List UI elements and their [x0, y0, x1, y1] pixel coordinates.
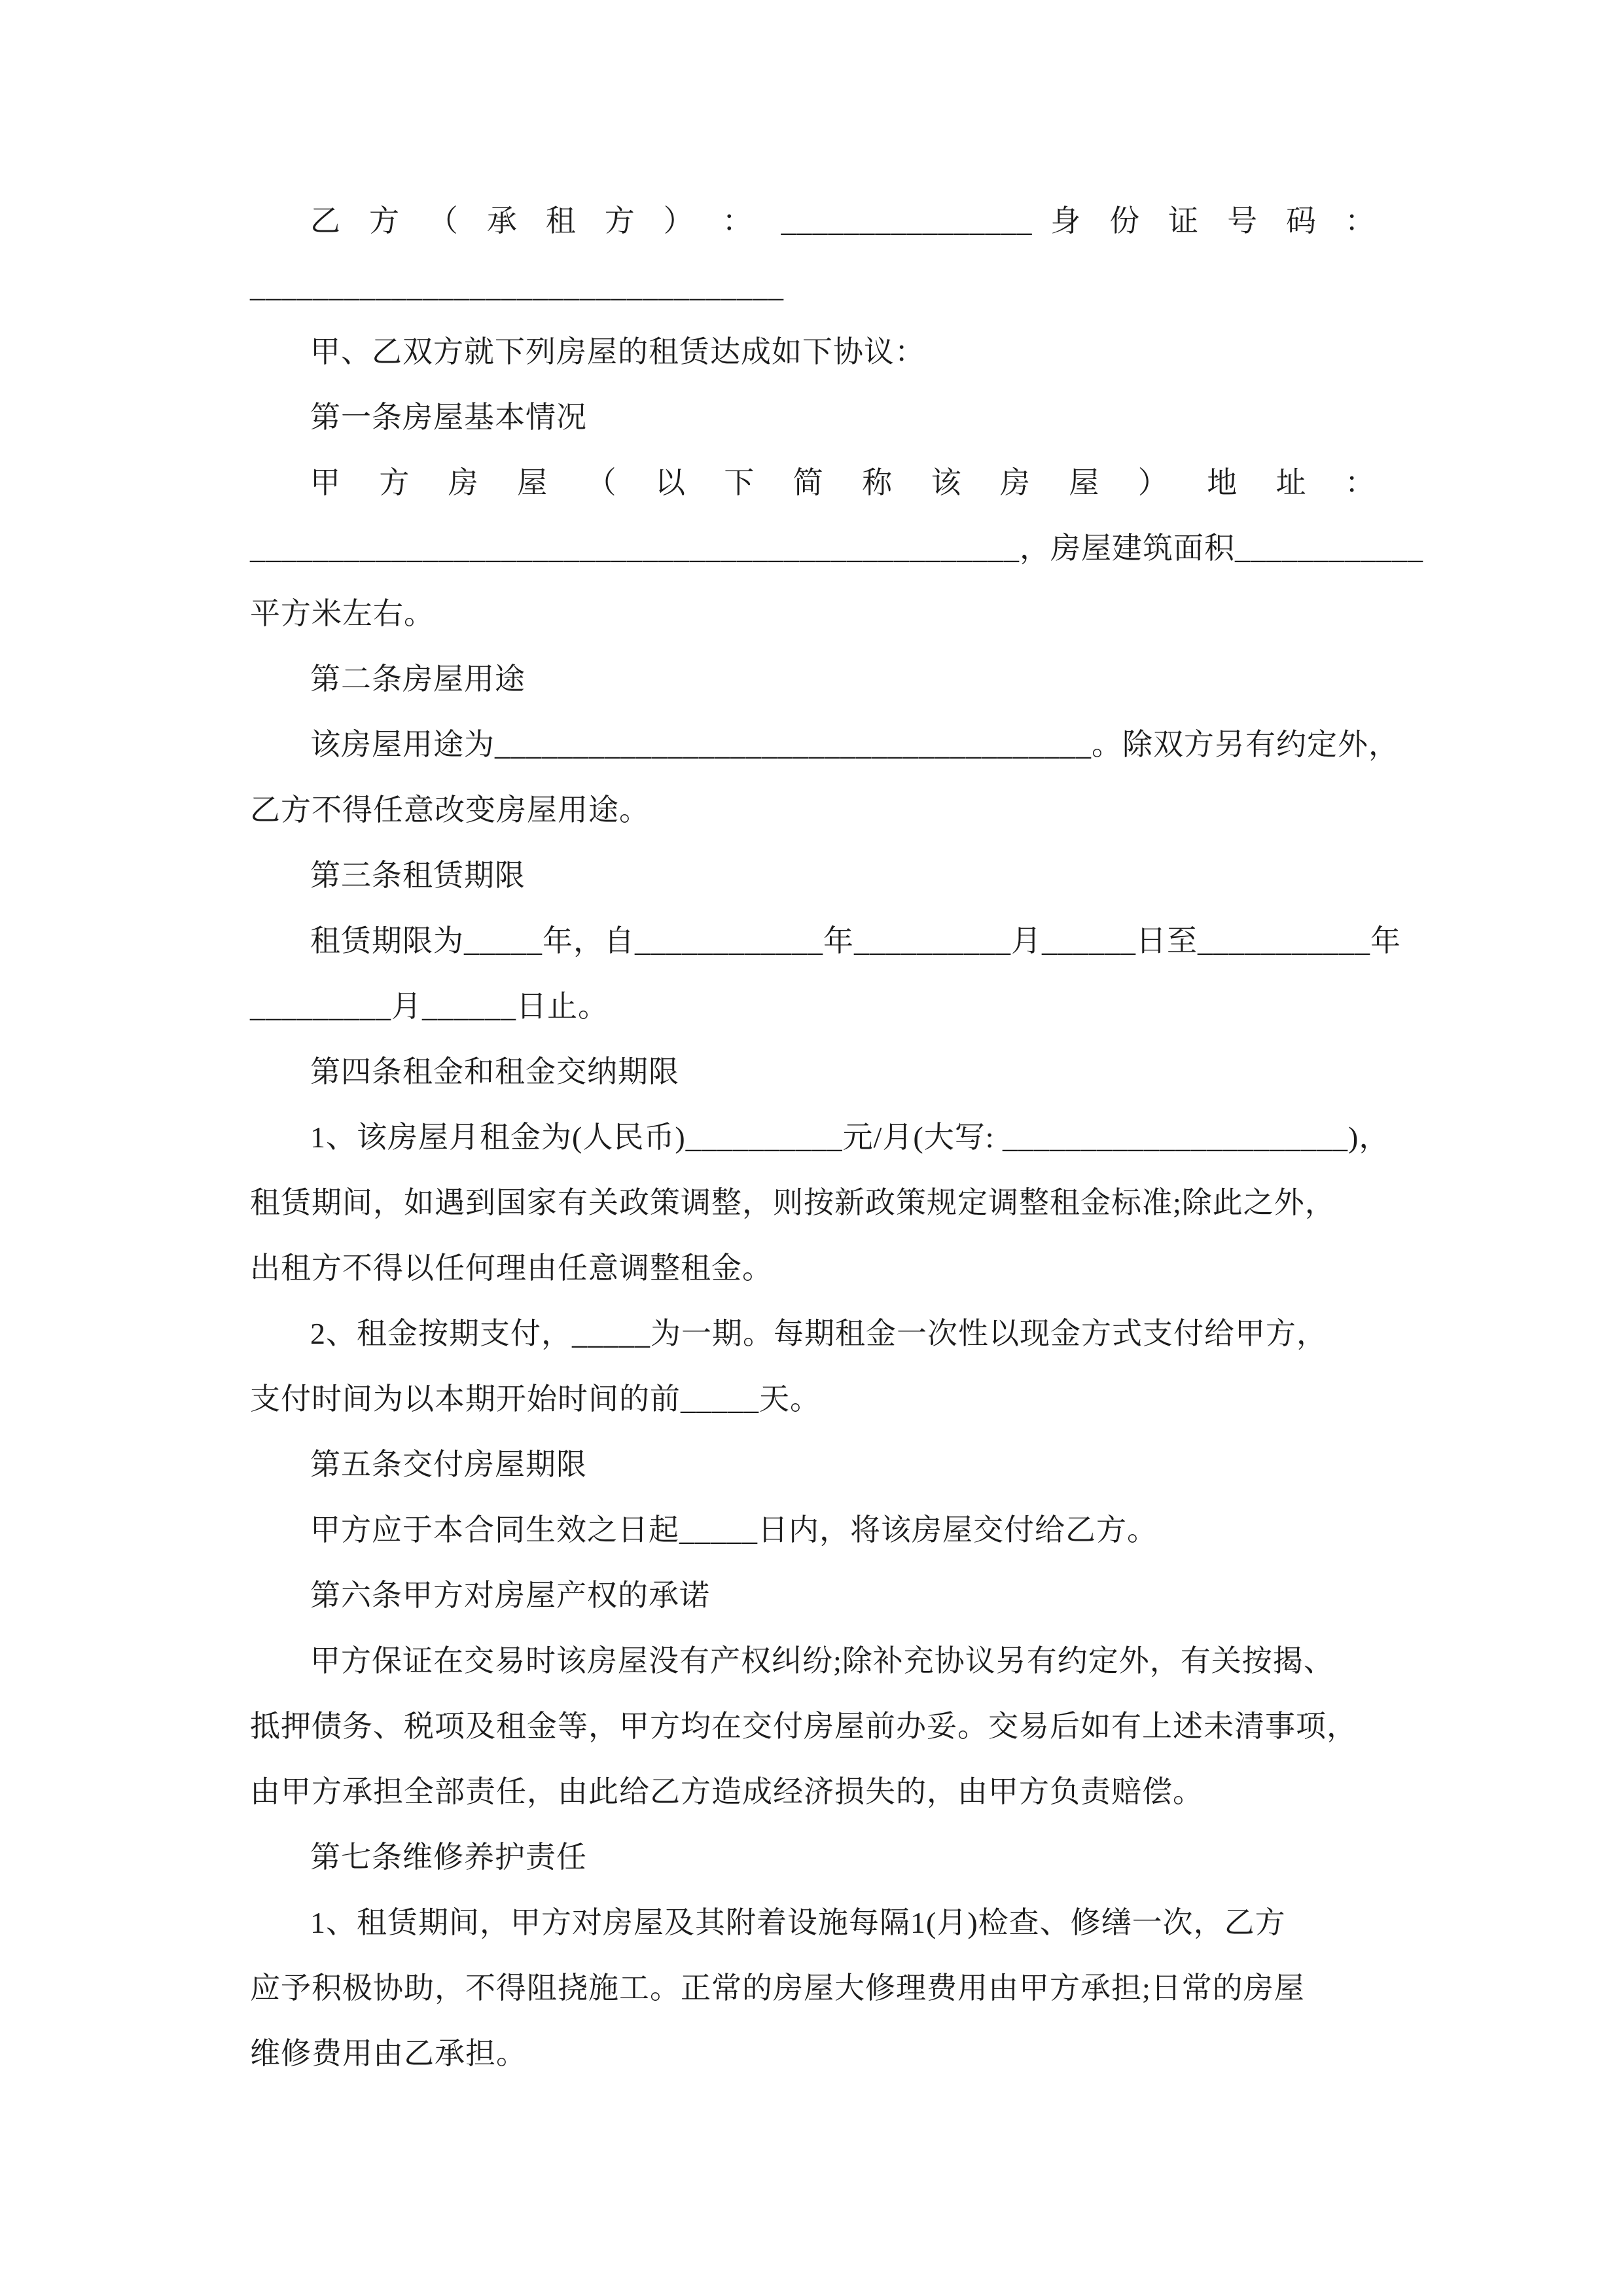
rent-amount-line: 1、该房屋月租金为(人民币)__________元/月(大写: ______________________)，	[310, 1121, 1390, 1154]
clause-3-title: 第三条租赁期限	[310, 859, 526, 892]
payment-line-cont: 支付时间为以本期开始时间的前_____天。	[250, 1382, 821, 1416]
area-unit-line: 平方米左右。	[250, 597, 435, 630]
term-line-cont: _________月______日止。	[250, 990, 609, 1023]
payment-line: 2、租金按期支付，_____为一期。每期租金一次性以现金方式支付给甲方，	[310, 1317, 1327, 1350]
ownership-line-2: 抵押债务、税项及租金等，甲方均在交付房屋前办妥。交易后如有上述未清事项，	[250, 1710, 1357, 1743]
maintenance-line-3: 维修费用由乙承担。	[250, 2037, 527, 2070]
rent-policy-line: 租赁期间，如遇到国家有关政策调整，则按新政策规定调整租金标准;除此之外，	[250, 1186, 1336, 1219]
usage-line-cont: 乙方不得任意改变房屋用途。	[250, 793, 650, 827]
term-line: 租赁期限为_____年，自____________年__________月______日至___________年	[310, 924, 1401, 958]
ownership-line-1: 甲方保证在交易时该房屋没有产权纠纷;除补充协议另有约定外，有关按揭、	[310, 1644, 1334, 1677]
address-label-line: 甲 方 房 屋 （ 以 下 简 称 该 房 屋 ） 地 址 ：	[310, 466, 1376, 499]
ownership-line-3: 由甲方承担全部责任，由此给乙方造成经济损失的，由甲方负责赔偿。	[250, 1775, 1204, 1808]
clause-2-title: 第二条房屋用途	[310, 662, 526, 696]
clause-7-title: 第七条维修养护责任	[310, 1840, 587, 1874]
clause-1-title: 第一条房屋基本情况	[310, 401, 587, 434]
rent-policy-line-cont: 出租方不得以任何理由任意调整租金。	[250, 1251, 773, 1285]
usage-line: 该房屋用途为______________________________________。除双方另有约定外，	[310, 728, 1399, 761]
maintenance-line-2: 应予积极协助，不得阻挠施工。正常的房屋大修理费用由甲方承担;日常的房屋	[250, 1971, 1305, 2005]
id-number-blank-line: __________________________________	[250, 270, 784, 303]
maintenance-line-1: 1、租赁期间，甲方对房屋及其附着设施每隔1(月)检查、修缮一次，乙方	[310, 1906, 1286, 1939]
address-blank-line: _________________________________________________，房屋建筑面积____________	[250, 531, 1423, 565]
clause-4-title: 第四条租金和租金交纳期限	[310, 1055, 679, 1088]
party-b-line: 乙 方 （ 承 租 方 ） ： ________________ 身 份 证 号 码 ：	[310, 204, 1376, 238]
clause-5-title: 第五条交付房屋期限	[310, 1448, 587, 1481]
clause-6-title: 第六条甲方对房屋产权的承诺	[310, 1579, 710, 1612]
delivery-line: 甲方应于本合同生效之日起_____日内，将该房屋交付给乙方。	[310, 1513, 1158, 1547]
preamble-line: 甲、乙双方就下列房屋的租赁达成如下协议：	[310, 335, 925, 368]
